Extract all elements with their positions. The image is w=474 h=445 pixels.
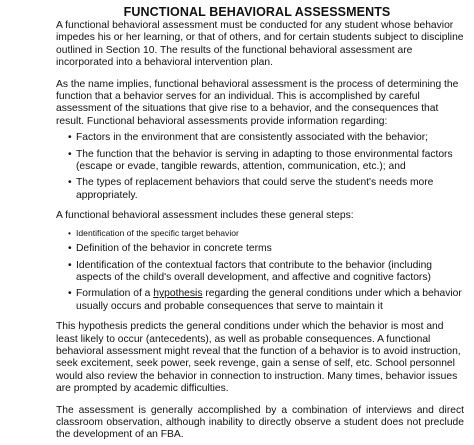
- bullet-icon: •: [68, 259, 72, 271]
- bullet-icon: •: [68, 177, 72, 189]
- list-item: [68, 243, 464, 255]
- list-item: [68, 177, 464, 202]
- list-item-text-before: Formulation of a: [76, 288, 154, 300]
- hypothesis-paragraph: This hypothesis predicts the general conditions under which the behavior is most and least likely to occur (antecedents), as well as probable consequences. A functional behavioral assessment might reveal that the function of a behavior is to avoid instruction, seek excitement, seek power, seek revenge, gain a sense of self, etc. School personnel would also review the behavior in connection to instruction. Many times, behavior issues are prompted by academic difficulties.: [56, 321, 461, 395]
- list-item: [68, 149, 464, 174]
- list-item-text-after: regarding the general conditions under which a behavior usually occurs and probable consequences that serve to maintain it: [76, 288, 462, 312]
- information-list: [56, 132, 464, 202]
- document-title: FUNCTIONAL BEHAVIORAL ASSESSMENTS: [123, 5, 391, 19]
- assessment-paragraph: The assessment is generally accomplished by a combination of interviews and direct classroom observation, although inability to directly observe a student does not preclude the development of an FBA.: [56, 404, 464, 441]
- hypothesis-link[interactable]: hypothesis: [153, 288, 203, 300]
- list-item-text: [76, 288, 462, 311]
- bullet-icon: •: [68, 132, 72, 144]
- list-item-text: Factors in the environment that are consistently associated with the behavior;: [76, 132, 428, 144]
- list-item: [68, 227, 464, 239]
- bullet-icon: •: [68, 243, 72, 255]
- list-item-text: Identification of the contextual factors that contribute to the behavior (including aspects of the child's overall development, and affective and cognitive factors): [76, 259, 433, 283]
- list-item: [68, 132, 464, 144]
- list-item: [68, 288, 464, 313]
- steps-list: [56, 227, 464, 313]
- list-item-text: The types of replacement behaviors that could serve the student's needs more appropriately.: [76, 177, 434, 201]
- intro-paragraph: A functional behavioral assessment must be conducted for any student whose behavior impedes his or her learning, or that of others, and for certain students subject to discipline outlined in Section 10. The results of the functional behavioral assessment are incorporated into a behavioral intervention plan.: [56, 20, 464, 69]
- list-item-text: Identification of the specific target behavior: [76, 227, 239, 238]
- steps-intro-paragraph: A functional behavioral assessment includes these general steps:: [56, 210, 354, 222]
- list-item-text: The function that the behavior is serving in adapting to those environmental factors (escape or evade, tangible rewards, attention, communication, etc.); and: [76, 148, 453, 173]
- bullet-icon: •: [68, 148, 72, 160]
- list-item-text: Definition of the behavior in concrete terms: [76, 243, 272, 255]
- bullet-icon: •: [68, 288, 72, 300]
- definition-paragraph: As the name implies, functional behavioral assessment is the process of determining the function that a behavior serves for an individual. This is accomplished by careful assessment of the situations that give rise to a behavior, and the consequences that result. Functional behavioral assessments provide information regarding:: [56, 78, 459, 127]
- bullet-icon: •: [68, 227, 72, 238]
- list-item: [68, 260, 464, 285]
